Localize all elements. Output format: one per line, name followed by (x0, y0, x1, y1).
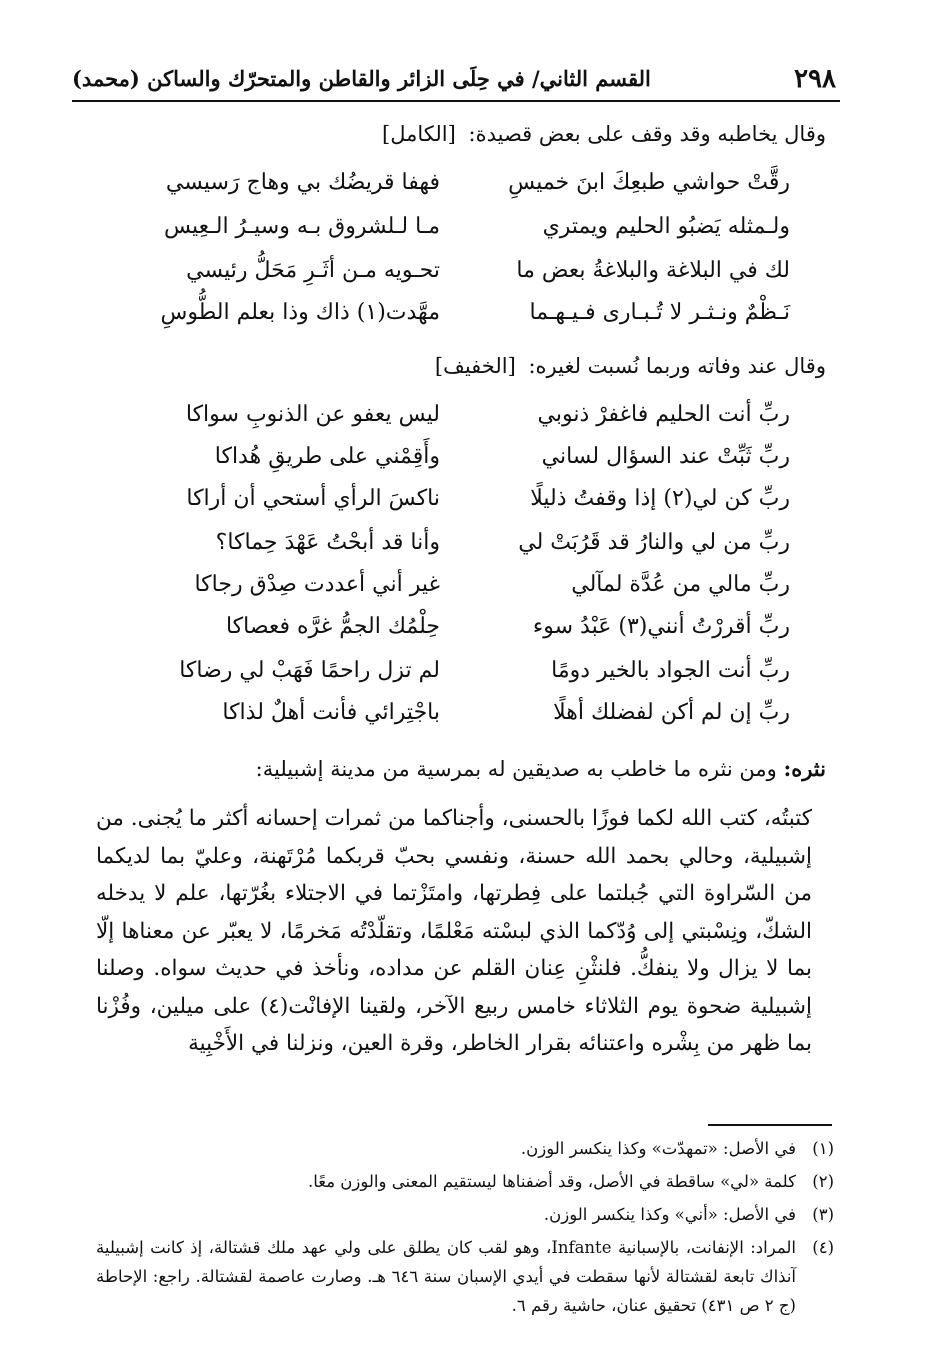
footnote-text: في الأصل: «تمهدّت» وكذا ينكسر الوزن. (520, 1139, 796, 1158)
verse-first-hemistich: ربِّ إن لم أكن لفضلك أهلًا (553, 700, 790, 725)
poem2-intro (435, 354, 826, 378)
verse-first-hemistich: ربِّ كن لي(٢) إذا وقفتُ ذليلًا (530, 486, 790, 511)
verse-second-hemistich: حِلْمُك الجمُّ غرَّه فعصاكا (225, 614, 440, 639)
poem2-verse (150, 402, 790, 442)
verse-second-hemistich: باجْتِرائي فأنت أهلٌ لذاكا (222, 700, 440, 725)
prose-paragraph: كتبتُه، كتب الله لكما فوزًا بالحسنى، وأجناكما من ثمرات إحسانه أكثر ما يُجنى. من إشبيلية، وحالي بحمد الله حسنة، ونفسي بحبّ قربكما مُرْتَهنة، وعليّ بما لديكما من السّراوة التي جُبلتما على فِطرتها، وامتَزْتما في الاجتلاء بغُرّتها، علم لا يدخله الشكّ، ونِسْبتي إلى وُدّكما الذي لبسْته مَعْلمًا، وتقلّدْتُه مَخرمًا، لا يعبّر عن معناها إلّا بما لا يزال ولا ينفكُّ. فلنثْنِ عِنان القلم عن مداده، ونأخذ في حديث سواه. وصلنا إشبيلية ضحوة يوم الثلاثاء خامس ربيع الآخر، ولقينا الإفانْت(٤) على ميلين، وفُزْنا بما ظهر من بِشْره واعتنائه بقرار الخاطر، وقرة العين، ونزلنا في الأَخْبِية (96, 806, 812, 1056)
verse-first-hemistich: رقَّتْ حواشي طبعِكَ ابنَ خميسِ (508, 170, 790, 195)
verse-first-hemistich: ربِّ أنت الحليم فاغفرْ ذنوبي (537, 402, 790, 427)
page-number: ٢٩٨ (794, 64, 836, 94)
header-rule (72, 100, 840, 102)
footnote (96, 1200, 834, 1229)
footnote-number: (٢) (812, 1172, 834, 1191)
poem1-meter: [الكامل] (382, 122, 456, 146)
verse-second-hemistich: ناكسَ الرأي أستحي أن أراكا (186, 486, 440, 511)
verse-first-hemistich: ولـمثله يَضبُو الحليم ويمتري (542, 214, 790, 239)
verse-second-hemistich: مهَّدت(١) ذاك وذا بعلم الطُّوسِ (160, 300, 440, 325)
poem1-verse (150, 170, 790, 210)
poem2-meter: [الخفيف] (434, 354, 516, 378)
poem2-intro-text: وقال عند وفاته وربما نُسبت لغيره: (528, 354, 826, 378)
prose-intro (256, 756, 826, 781)
poem2-verse (150, 700, 790, 740)
poem2-verse (150, 572, 790, 612)
verse-second-hemistich: غير أني أعددت صِدْق رجاكا (194, 572, 440, 597)
poem1-intro (382, 122, 826, 146)
verse-second-hemistich: ليس يعفو عن الذنوبِ سواكا (185, 402, 440, 427)
verse-second-hemistich: تحـويه مـن أثَـرِ مَحَلُّ رئيسي (186, 258, 440, 283)
footnotes (96, 1134, 834, 1324)
poem2-verse (150, 530, 790, 570)
prose-label: نثره: (783, 756, 826, 781)
footnote (96, 1233, 834, 1320)
prose-body (96, 800, 828, 1063)
poem1-verse (150, 258, 790, 298)
verse-first-hemistich: ربِّ أقررْتُ أنني(٣) عَبْدُ سوء (532, 614, 790, 639)
verse-first-hemistich: ربِّ ثَبِّتْ عند السؤال لساني (541, 444, 790, 469)
poem2-verse (150, 486, 790, 526)
verse-second-hemistich: وأنا قد أبحْتُ عَهْدَ حِماكا؟ (215, 530, 440, 555)
footnote (96, 1167, 834, 1196)
verse-second-hemistich: مـا لـلشروق بـه وسيـرُ الـعِيس (164, 214, 440, 239)
footnote-text: كلمة «لي» ساقطة في الأصل، وقد أضفناها ليستقيم المعنى والوزن معًا. (307, 1172, 796, 1191)
footnote-number: (٣) (812, 1205, 834, 1224)
verse-first-hemistich: نَـظْمٌ ونـثـر لا تُـبـارى فـيـهـما (529, 300, 790, 325)
footnote-text: في الأصل: «أني» وكذا ينكسر الوزن. (543, 1205, 796, 1224)
verse-first-hemistich: ربِّ من لي والنارُ قد قَرُبَتْ لي (518, 530, 790, 555)
poem1-intro-text: وقال يخاطبه وقد وقف على بعض قصيدة: (468, 122, 826, 146)
running-title: القسم الثاني/ في حِلَى الزائر والقاطن والمتحرّك والساكن (محمد) (72, 66, 651, 91)
poem2-verse (150, 444, 790, 484)
verse-first-hemistich: ربِّ أنت الجواد بالخير دومًا (551, 658, 790, 683)
poem2-verse (150, 614, 790, 654)
verse-second-hemistich: وأَقِمْني على طريقِ هُداكا (214, 444, 440, 469)
prose-intro-text: ومن نثره ما خاطب به صديقين له بمرسية من مدينة إشبيلية: (255, 757, 777, 781)
footnote-number: (١) (812, 1139, 834, 1158)
poem2-verse (150, 658, 790, 698)
footnote-number: (٤) (812, 1238, 834, 1257)
verse-second-hemistich: لم تزل راحمًا فَهَبْ لي رضاكا (179, 658, 440, 683)
verse-first-hemistich: لك في البلاغة والبلاغةُ بعض ما (516, 258, 790, 283)
footnote-text: المراد: الإنفانت، بالإسبانية Infante، وهو لقب كان يطلق على ولي عهد ملك قشتالة، إذ كانت إشبيلية آنذاك تابعة لقشتالة لأنها سقطت في أيدي الإسبان سنة ٦٤٦ هـ. وصارت عاصمة لقشتالة. راجع: الإحاطة (ج ٢ ص ٤٣١) تحقيق عنان، حاشية رقم ٦. (96, 1238, 796, 1315)
page-header (72, 64, 836, 98)
verse-second-hemistich: فهفا قريضُك بي وهاج رَسيسي (165, 170, 440, 195)
footnote (96, 1134, 834, 1163)
verse-first-hemistich: ربِّ مالي من عُدَّة لمآلي (571, 572, 790, 597)
poem1-verse (150, 300, 790, 340)
footnote-rule (708, 1124, 832, 1126)
poem1-verse (150, 214, 790, 254)
